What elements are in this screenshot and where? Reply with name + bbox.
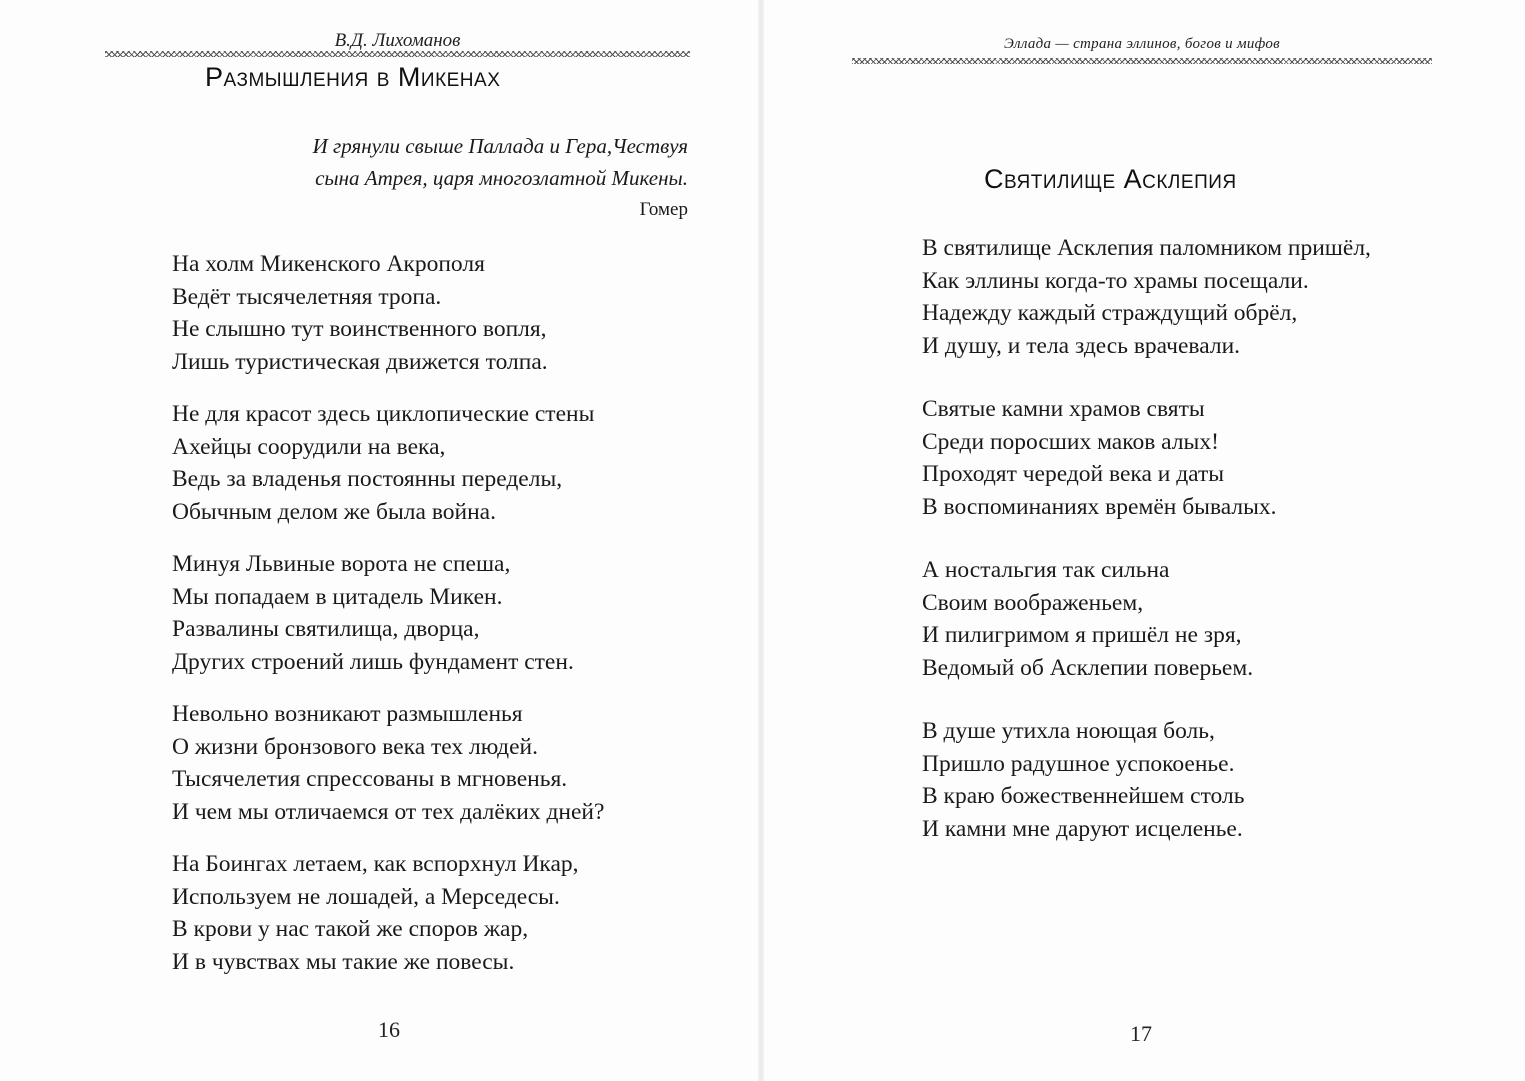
verse-line: Тысячелетия спрессованы в мгновенья. xyxy=(172,766,568,792)
verse-line: И в чувствах мы такие же повесы. xyxy=(172,948,515,975)
verse-line: Невольно возникают размышленья xyxy=(172,701,523,727)
stanza xyxy=(172,248,604,378)
epigraph-line: И грянули свыше Паллада и Гера,Чествуя xyxy=(312,134,688,158)
verse-line: И пилигримом я пришёл не зря, xyxy=(922,622,1242,648)
verse-line: Ведёт тысячелетняя тропа. xyxy=(172,283,442,310)
verse-line: Проходят чередой века и даты xyxy=(922,461,1225,487)
verse-line: Своим воображеньем, xyxy=(922,589,1144,616)
left-header-rule xyxy=(105,51,690,57)
right-page-number: 17 xyxy=(1130,1021,1152,1046)
verse-line: Надежду каждый страждущий обрёл, xyxy=(922,300,1298,326)
verse-line: Обычным делом же была война. xyxy=(172,498,496,525)
verse-line: В краю божественнейшем столь xyxy=(922,783,1245,809)
verse-line: Ведомый об Асклепии поверьем. xyxy=(922,654,1254,681)
left-running-head: В.Д. Лихоманов xyxy=(334,30,461,51)
epigraph xyxy=(230,130,688,224)
stanza xyxy=(922,232,1371,362)
verse-line: На холм Микенского Акрополя xyxy=(172,251,485,277)
verse-line: Не для красот здесь циклопические стены xyxy=(172,401,595,427)
verse-line: Как эллины когда-то храмы посещали. xyxy=(922,267,1309,294)
verse-line: И душу, и тела здесь врачевали. xyxy=(922,332,1241,359)
verse-line: В крови у нас такой же споров жар, xyxy=(172,916,529,942)
stanza xyxy=(172,548,604,678)
stanza xyxy=(172,848,604,978)
verse-line: В святилище Асклепия паломником пришёл, xyxy=(922,235,1371,261)
verse-line: И чем мы отличаемся от тех далёких дней? xyxy=(172,798,605,825)
verse-line: Ахейцы соорудили на века, xyxy=(172,433,446,460)
verse-line: Других строений лишь фундамент стен. xyxy=(172,648,574,675)
verse-line: Святые камни храмов святы xyxy=(922,396,1205,422)
verse-line: А ностальгия так сильна xyxy=(922,557,1170,583)
epigraph-line: сына Атрея, царя многозлатной Микены. xyxy=(315,166,688,190)
epigraph-author: Гомер xyxy=(639,199,688,220)
right-poem-title: Святилище Асклепия xyxy=(984,164,1237,194)
verse-line: Лишь туристическая движется толпа. xyxy=(172,348,548,375)
verse-line: Используем не лошадей, а Мерседесы. xyxy=(172,883,560,910)
verse-line: И камни мне даруют исцеленье. xyxy=(922,815,1243,842)
left-poem-title: Размышления в Микенах xyxy=(205,62,501,92)
left-page xyxy=(0,0,760,1081)
right-page xyxy=(762,0,1525,1081)
right-poem-body xyxy=(922,232,1371,876)
stanza xyxy=(922,554,1371,684)
verse-line: Минуя Львиные ворота не спеша, xyxy=(172,551,511,577)
stanza xyxy=(922,393,1371,523)
left-page-number: 16 xyxy=(378,1017,400,1042)
verse-line: Не слышно тут воинственного вопля, xyxy=(172,316,547,342)
stanza xyxy=(172,698,604,828)
right-running-head: Эллада — страна эллинов, богов и мифов xyxy=(1003,36,1280,52)
right-header-rule xyxy=(852,58,1432,64)
verse-line: В душе утихла ноющая боль, xyxy=(922,718,1215,744)
verse-line: На Боингах летаем, как вспорхнул Икар, xyxy=(172,851,579,877)
stanza xyxy=(922,715,1371,845)
verse-line: Развалины святилища, дворца, xyxy=(172,616,480,642)
verse-line: Мы попадаем в цитадель Микен. xyxy=(172,583,503,610)
stanza xyxy=(172,398,604,528)
verse-line: Среди поросших маков алых! xyxy=(922,428,1219,455)
left-poem-body xyxy=(172,248,604,998)
verse-line: В воспоминаниях времён бывалых. xyxy=(922,493,1277,520)
verse-line: Ведь за владенья постоянны переделы, xyxy=(172,466,563,492)
verse-line: О жизни бронзового века тех людей. xyxy=(172,733,538,760)
verse-line: Пришло радушное успокоенье. xyxy=(922,750,1235,777)
